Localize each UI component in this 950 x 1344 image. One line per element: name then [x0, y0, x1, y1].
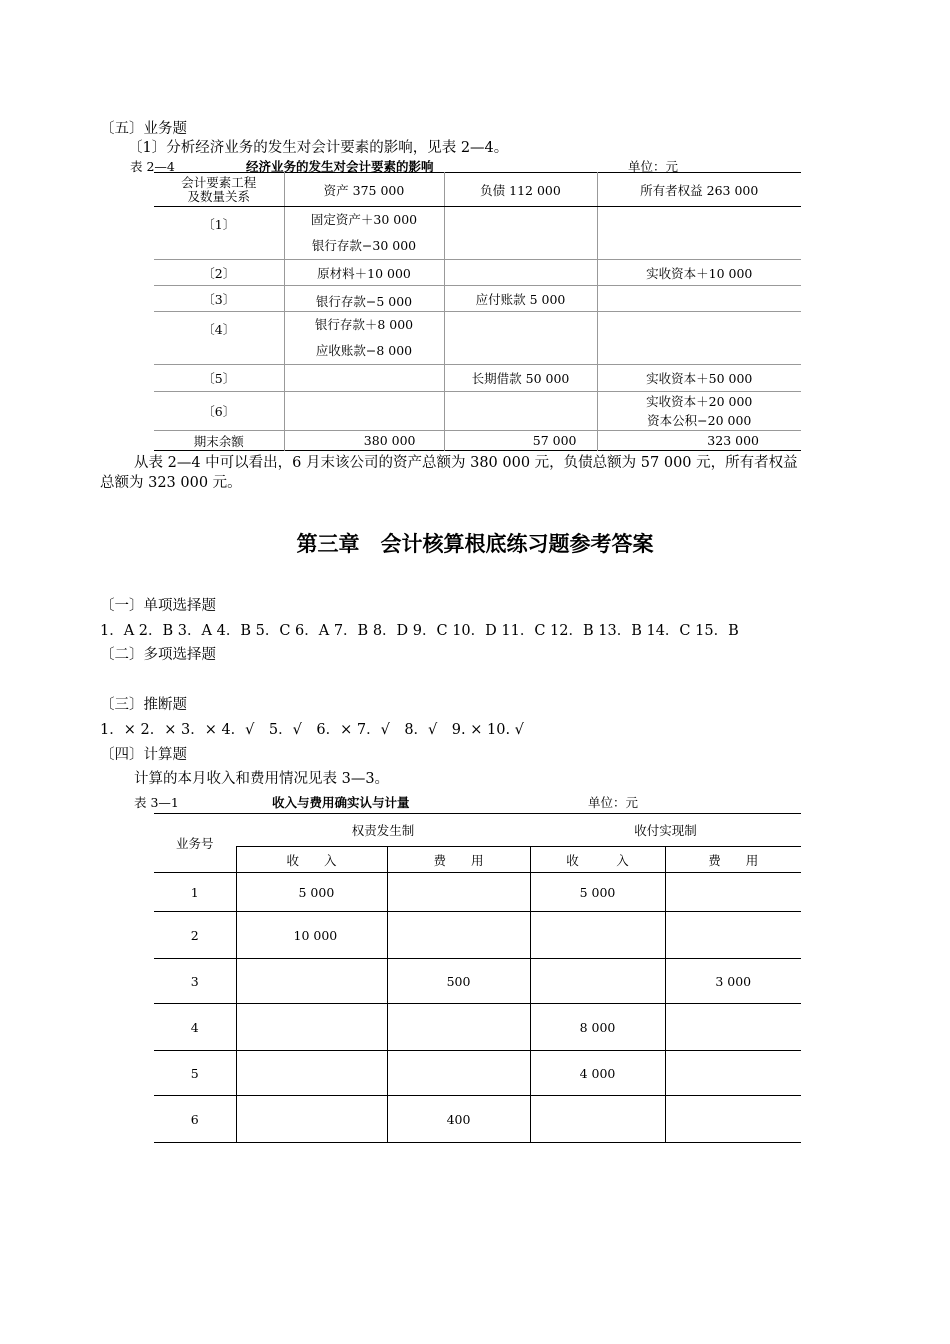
table-total-row: 期末余额 380 000 57 000 323 000 [154, 431, 801, 451]
header-cell: 收 入 [530, 847, 665, 873]
section-heading: 〔三〕推断题 [100, 697, 187, 713]
header-cell: 权责发生制 [236, 814, 530, 847]
table-unit: 单位：元 [628, 159, 679, 174]
header-cell: 收付实现制 [530, 814, 801, 847]
header-cell: 负债 112 000 [444, 173, 597, 207]
table-row: 4 8 000 [154, 1004, 801, 1051]
answer-line: 1．× 2．× 3．× 4．√ 5．√ 6．× 7．√ 8．√ 9. × 10. √ [100, 722, 524, 738]
section-heading: 〔二〕多项选择题 [100, 647, 216, 663]
table-row: 〔3〕 银行存款−5 000 应付账款 5 000 [154, 286, 801, 312]
table-row: 〔6〕 实收资本＋20 000 资本公积−20 000 [154, 392, 801, 431]
table-row: 1 5 000 5 000 [154, 873, 801, 912]
paragraph-line: 从表 2—4 中可以看出，6 月末该公司的资产总额为 380 000 元，负债总额为 57 000 元，所有者权益 [134, 455, 798, 471]
table-row: 6 400 [154, 1096, 801, 1143]
table-row: 5 4 000 [154, 1051, 801, 1096]
header-cell: 费 用 [387, 847, 530, 873]
table-label: 表 2—4 [130, 159, 175, 174]
table-label: 表 3—1 [134, 795, 179, 810]
table-row: 〔4〕 银行存款＋8 000 应收账款−8 000 [154, 312, 801, 365]
table-row: 〔2〕 原材料＋10 000 实收资本＋10 000 [154, 260, 801, 286]
header-cell: 会计要素工程 及数量关系 [154, 173, 284, 207]
section-heading: 〔四〕计算题 [100, 747, 187, 763]
header-cell: 费 用 [665, 847, 801, 873]
accounting-elements-table [154, 172, 801, 451]
section-item: 〔1〕分析经济业务的发生对会计要素的影响，见表 2—4。 [128, 140, 509, 156]
table-row: 3 500 3 000 [154, 959, 801, 1004]
table-row: 2 10 000 [154, 912, 801, 959]
answer-line: 1．A 2．B 3．A 4．B 5．C 6．A 7．B 8．D 9．C 10．D 11．C 12．B 13．B 14．C 15．B [100, 623, 739, 639]
table-row: 〔5〕 长期借款 50 000 实收资本＋50 000 [154, 365, 801, 392]
header-cell: 收 入 [236, 847, 387, 873]
table-unit: 单位：元 [588, 795, 639, 810]
section-heading: 〔五〕业务题 [100, 121, 187, 137]
paragraph-line: 总额为 323 000 元。 [100, 475, 242, 491]
header-cell: 资产 375 000 [284, 173, 444, 207]
header-cell: 业务号 [154, 814, 236, 873]
table-row: 〔1〕 固定资产＋30 000 银行存款−30 000 [154, 207, 801, 260]
header-cell: 所有者权益 263 000 [597, 173, 801, 207]
table-title: 收入与费用确实认与计量 [272, 795, 410, 810]
table-title: 经济业务的发生对会计要素的影响 [246, 159, 434, 174]
chapter-title: 第三章 会计核算根底练习题参考答案 [296, 531, 654, 556]
income-expense-table [154, 813, 801, 1143]
section-text: 计算的本月收入和费用情况见表 3—3。 [134, 771, 390, 787]
section-heading: 〔一〕单项选择题 [100, 598, 216, 614]
